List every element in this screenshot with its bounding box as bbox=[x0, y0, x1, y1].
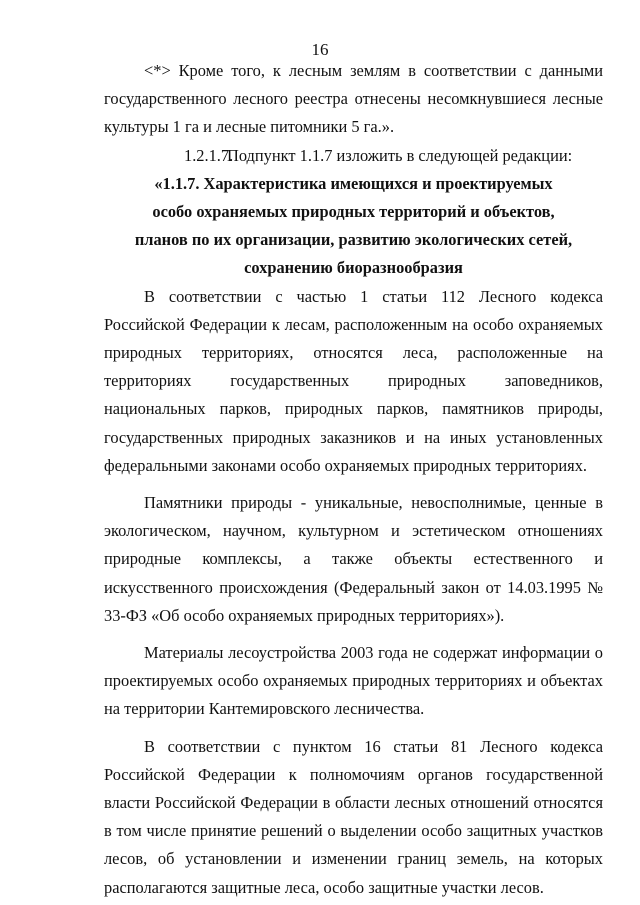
heading-line: «1.1.7. Характеристика имеющихся и проектируемых bbox=[154, 173, 553, 193]
subpoint-number: 1.2.1.7. bbox=[184, 145, 234, 165]
paragraph-gap bbox=[104, 630, 603, 639]
section-heading bbox=[104, 170, 603, 283]
body-paragraph: В соответствии с пунктом 16 статьи 81 Лесного кодекса Российской Федерации к полномочиям органов государственной власти Российской Федерации в области лесных отношений относятся в том числе принятие решений о выделении особо защитных участков лесов, об установлении и изменении границ земель, на которых располагаются защитные леса, особо защитные участки лесов. bbox=[104, 736, 603, 897]
paragraph-gap bbox=[104, 724, 603, 733]
page-number: 16 bbox=[311, 40, 329, 59]
page-body bbox=[104, 57, 603, 902]
body-paragraph: Памятники природы - уникальные, невосполнимые, ценные в экологическом, научном, культурном и эстетическом отношениях природные комплексы, а также объекты естественного и искусственного происхождения (Федеральный закон от 14.03.1995 № 33-ФЗ «Об особо охраняемых природных территориях»). bbox=[104, 493, 603, 625]
subpoint-text: Подпункт 1.1.7 изложить в следующей редакции: bbox=[227, 145, 573, 165]
heading-line: планов по их организации, развитию экологических сетей, bbox=[134, 230, 573, 250]
paragraph-gap bbox=[104, 480, 603, 489]
footnote-text: <*> Кроме того, к лесным землям в соответствии с данными государственного лесного реестра отнесены несомкнувшиеся лесные культуры 1 га и лесные питомники 5 га.». bbox=[104, 61, 603, 137]
body-paragraph: Материалы лесоустройства 2003 года не содержат информации о проектируемых особо охраняемых природных территориях и объектах на территории Кантемировского лесничества. bbox=[104, 643, 603, 719]
heading-line: сохранению биоразнообразия bbox=[244, 258, 463, 278]
heading-line: особо охраняемых природных территорий и объектов, bbox=[152, 202, 555, 222]
amendment-instruction bbox=[104, 142, 603, 170]
body-paragraph: В соответствии с частью 1 статьи 112 Лесного кодекса Российской Федерации к лесам, расположенным на особо охраняемых природных территориях, относятся леса, расположенные на территориях государственных природных заповедников, национальных парков, природных парков, памятников природы, государственных природных заказников и на иных установленных федеральными законами особо охраняемых природных территориях. bbox=[104, 286, 603, 475]
